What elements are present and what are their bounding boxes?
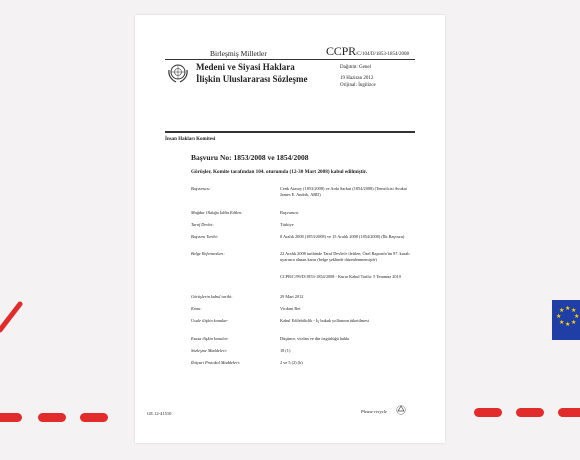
row-value: Vicdani Ret [280,306,301,311]
symbol-main: CCPR [326,44,356,58]
document-date: 19 Haziran 2012 [340,76,374,81]
red-check-decoration [0,300,26,336]
recycle-icon [396,405,406,415]
row-label: Belge Referansları: [191,251,225,256]
row-label: Başvuru Tarihi: [191,234,219,239]
red-dash-decoration [558,408,580,417]
row-value: Başvurucu [280,210,299,215]
document-page [135,15,445,443]
committee-name: İnsan Hakları Komitesi [165,137,216,142]
row-label: Mağdur Olduğu İddia Edilen: [191,210,243,215]
row-value: Düşünce, vicdan ve din özgürlüğü hakkı [280,336,350,341]
row-label: Usule ilişkin konular: [191,318,229,323]
row-value: 2 ve 5 (2) (b) [280,360,303,365]
row-label: Taraf Devlet: [191,222,214,227]
row-value: 8 Aralık 2008 (1853/2008) ve 15 Aralık 2008 (1854/2008) (İlk Başvuru) [280,234,405,239]
header-rule [165,59,415,60]
eu-flag-icon: ★ ★ ★ ★ ★ ★ ★ ★ [552,300,580,340]
row-value: Türkiye [280,222,294,227]
views-adopted-statement: Görüşler, Komite tarafından 104. oturumda (12-30 Mart 2008) kabul edilmiştir. [191,169,367,175]
row-label: İhtiyari Protokol Maddeleri: [191,360,241,365]
row-value: Kabul Edilebilirlik - İç hukuk yollarının tüketilmesi [280,318,370,323]
document-symbol [326,44,409,59]
organization-name: Birleşmiş Milletler [210,49,267,58]
symbol-sub: /C/104/D/1853-1854/2008 [355,52,409,57]
row-value: Cenk Atasoy (1853/2008) ve Arda Sarkut (1854/2008) (Temsilcisi Avukat James E. Andrik, ABD) [280,186,407,197]
recycle-text: Please recycle [361,409,387,414]
row-label: Görüşlerin kabul tarihi: [191,294,233,299]
row-label: Esasa ilişkin konular: [191,336,229,341]
red-dash-decoration [516,408,544,417]
un-emblem-icon [166,62,190,84]
original-language: Orijinal: İngilizce [340,83,376,88]
section-rule [165,131,415,133]
document-title-line1: Medeni ve Siyasi Haklara [196,62,295,72]
row-value: CCPR/C/99/D/1853-1854/2008 - Kurar Kabul Tarihi: 5 Temmuz 2010 [280,274,401,279]
distribution-text: Dağıtım: Genel [340,65,371,70]
document-code: GE.12-41510 [147,411,172,416]
red-dash-decoration [0,413,22,422]
communication-number: Başvuru No: 1853/2008 ve 1854/2008 [191,153,309,162]
row-value: 22 Aralık 2008 tarihinde Taraf Devlet'e iletilen, Özel Raportör'ün 97. kuralı uyarınca alınan karar (belge şeklinde düzenlenmemiştir) [280,251,410,262]
row-label: Konu: [191,306,202,311]
row-value: 18 (1) [280,348,291,353]
row-label: Sözleşme Maddeleri: [191,348,228,353]
document-title-line2: İlişkin Uluslararası Sözleşme [196,74,308,84]
row-value: 29 Mart 2012 [280,294,304,299]
row-label: Başvurucu: [191,186,211,191]
red-dash-decoration [80,413,108,422]
red-dash-decoration [474,408,502,417]
red-dash-decoration [38,413,66,422]
